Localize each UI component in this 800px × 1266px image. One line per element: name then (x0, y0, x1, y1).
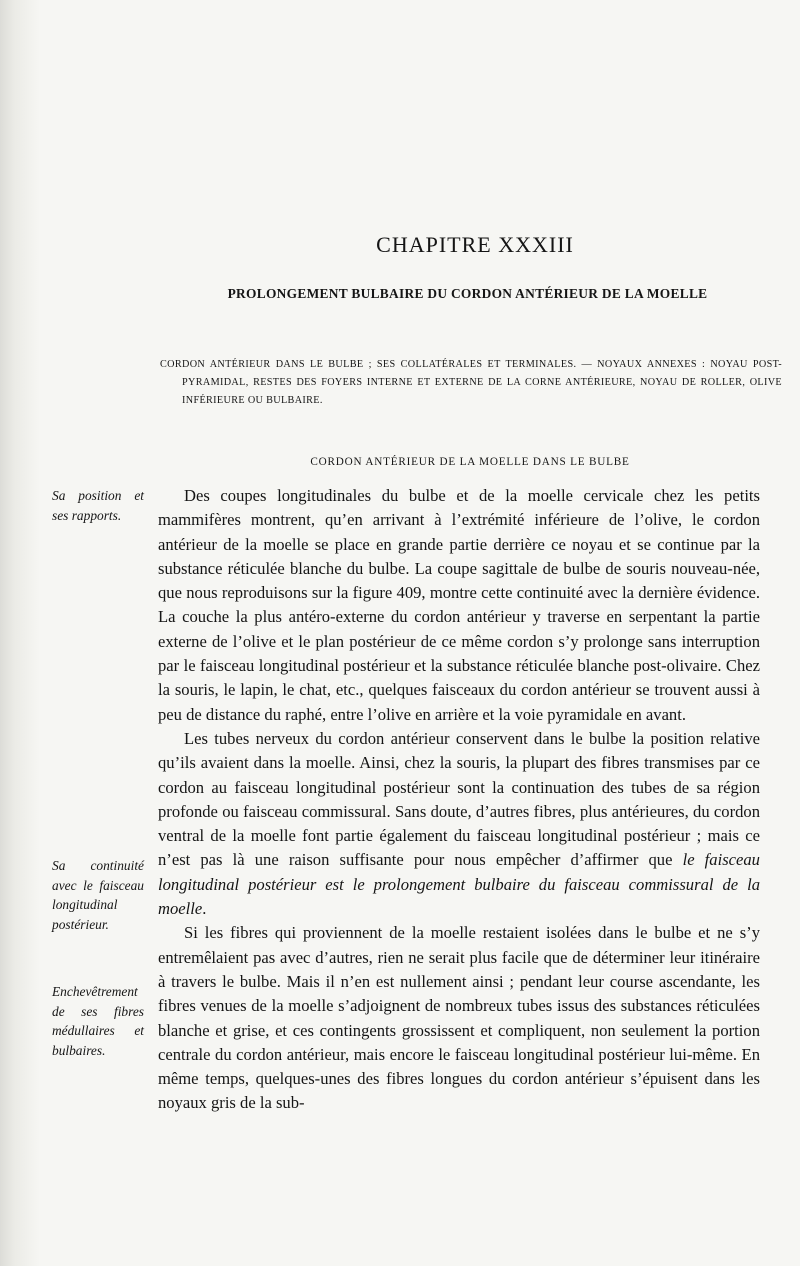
body-text (158, 484, 760, 1116)
margin-note-entanglement: Enchevêtrement de ses fibres médullaires et bulbaires. (52, 984, 144, 1058)
chapter-title: CHAPITRE XXXIII (376, 232, 574, 257)
chapter-subtitle: PROLONGEMENT BULBAIRE DU CORDON ANTÉRIEUR DE LA MOELLE (227, 286, 708, 301)
paragraph-2 (158, 727, 760, 921)
paragraph-3: Si les fibres qui proviennent de la moelle restaient isolées dans le bulbe et ne s’y entremêlaient pas avec d’autres, rien ne serait plus facile que de déterminer leur itinéraire à travers le bulbe. Mais il n’en est nullement ainsi ; pendant leur course ascendante, les fibres venues de la moelle s’adjoignent de nombreux tubes issus des substances réticulées blanche et grise, et ces contingents grossissent et compliquent, non seulement la portion centrale du cordon antérieur, mais encore le faisceau longitudinal postérieur lui-même. En même temps, quelques-unes des fibres longues du cordon antérieur s’épuisent dans les noyaux gris de la sub- (158, 923, 760, 1113)
paragraph-2-italic: le faisceau longitudinal postérieur est le prolongement bulbaire du faisceau commissural de la moelle (158, 850, 760, 919)
margin-note-continuity: Sa continuité avec le faisceau longitudinal postérieur. (52, 858, 144, 932)
paragraph-2-end: . (202, 899, 207, 919)
chapter-summary: CORDON ANTÉRIEUR DANS LE BULBE ; SES COLLATÉRALES ET TERMINALES. — NOYAUX ANNEXES : NOYAU POST-PYRAMIDAL, RESTES DES FOYERS INTERNE ET EXTERNE DE LA CORNE ANTÉRIEURE, NOYAU DE ROLLER, OLIVE INFÉRIEURE OU BULBAIRE. (160, 359, 782, 406)
paragraph-1: Des coupes longitudinales du bulbe et de la moelle cervicale chez les petits mammifères montrent, qu’en arrivant à l’extrémité inférieure de l’olive, le cordon antérieur de la moelle se place en grande partie derrière ce noyau et se continue par la substance réticulée blanche du bulbe. La coupe sagittale de bulbe de souris nouveau-née, que nous reproduisons sur la figure 409, montre cette continuité avec la dernière évidence. La couche la plus antéro-externe du cordon antérieur y traverse en serpentant la partie externe de l’olive et le plan postérieur de ce même cordon s’y prolonge sans interruption par le faisceau longitudinal postérieur et la substance réticulée blanche post-olivaire. Chez la souris, le lapin, le chat, etc., quelques faisceaux du cordon antérieur se trouvent aussi à peu de distance du raphé, entre l’olive en arrière et la voie pyramidale en avant. (158, 486, 760, 724)
paragraph-2-text: Les tubes nerveux du cordon antérieur conservent dans le bulbe la position relative qu’ils avaient dans la moelle. Ainsi, chez la souris, la plupart des fibres transmises par ce cordon au faisceau longitudinal postérieur sont la continuation des tubes de sa région profonde ou faisceau commissural. Sans doute, d’autres fibres, plus antérieures, du cordon ventral de la moelle font partie également du faisceau longitudinal postérieur ; mais ce n’est pas là une raison suffisante pour nous empêcher d’affirmer que (158, 728, 760, 870)
section-heading: CORDON ANTÉRIEUR DE LA MOELLE DANS LE BULBE (310, 456, 630, 468)
margin-note-position: Sa position et ses rapports. (52, 488, 144, 523)
